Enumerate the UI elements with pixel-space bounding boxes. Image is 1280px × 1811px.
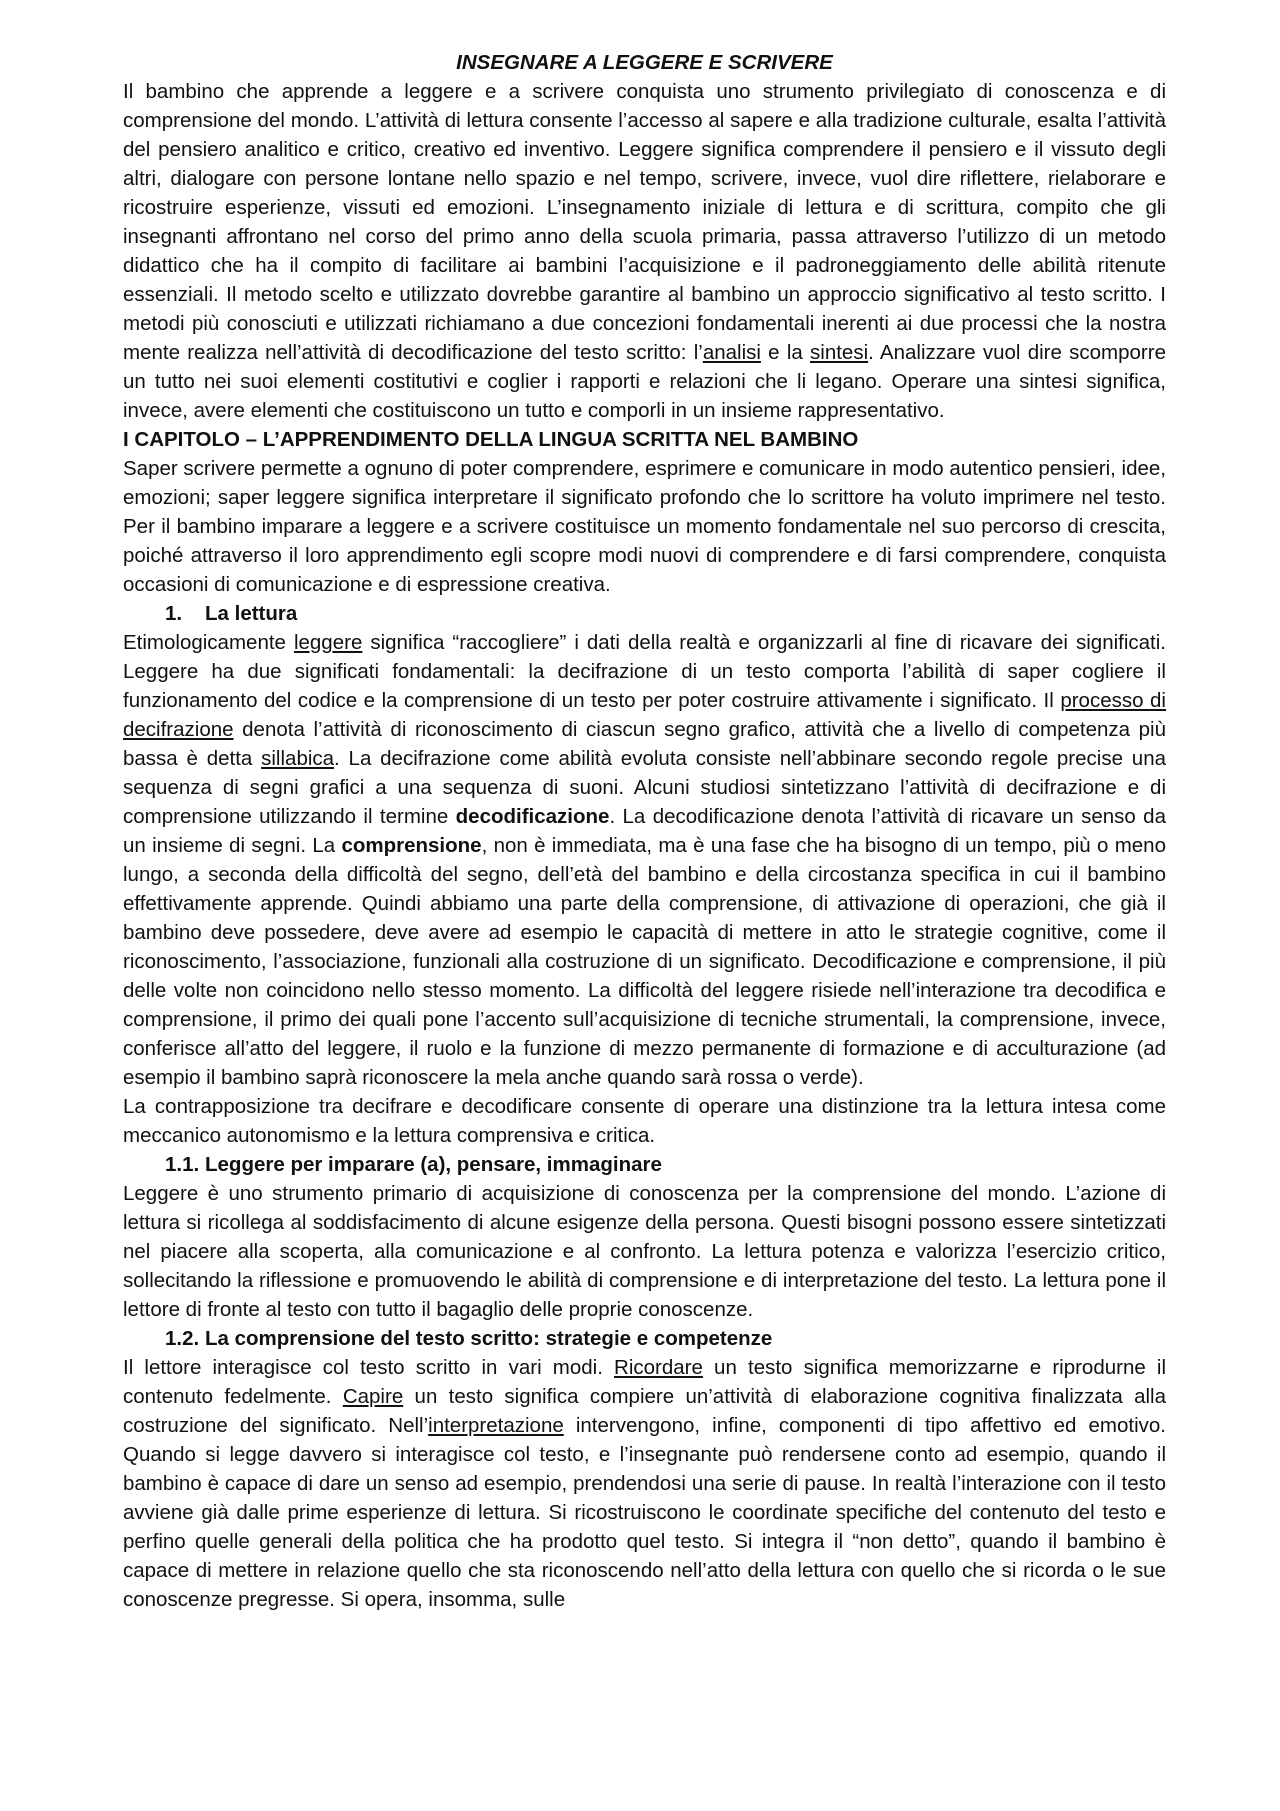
text-run: Il bambino che apprende a leggere e a scrivere conquista uno strumento privilegiato di conoscenza e di comprensione del mondo. L’attività di lettura consente l’accesso al sapere e alla tradizione culturale, esalta l’attività del pensiero analitico e critico, creativo ed inventivo. Leggere significa comprendere il pensiero e il vissuto degli altri, dialogare con persone lontane nello spazio e nel tempo, scrivere, invece, vuol dire riflettere, rielaborare e ricostruire esperienze, vissuti ed emozioni. L’insegnamento iniziale di lettura e di scrittura, compito che gli insegnanti affrontano nel corso del primo anno della scuola primaria, passa attraverso l’utilizzo di un metodo didattico che ha il compito di facilitare ai bambini l’acquisizione e il padroneggiamento delle abilità ritenute essenziali. Il metodo scelto e utilizzato dovrebbe garantire al bambino un approccio significativo al testo scritto. I metodi più conosciuti e utilizzati richiamano a due concezioni fondamentali inerenti ai due processi che la nostra mente realizza nell’attività di decodificazione del testo scritto: l’	[123, 80, 1166, 364]
section-number: 1.	[165, 602, 183, 625]
section-1-paragraph-2: La contrapposizione tra decifrare e decodificare consente di operare una distinzione tra la lettura intesa come meccanico autonomismo e la lettura comprensiva e critica.	[123, 1095, 1166, 1147]
underlined-term-sintesi: sintesi	[810, 341, 869, 364]
text-run: . La decodificazione denota l’attività di ricavare un senso da un insieme di segni. La	[123, 805, 1166, 857]
section-label: Leggere per imparare (a), pensare, immaginare	[205, 1153, 662, 1176]
section-heading-1-2	[123, 1324, 1166, 1353]
text-run: Il lettore interagisce col testo scritto in vari modi.	[123, 1356, 615, 1379]
underlined-term-sillabica: sillabica	[261, 747, 335, 770]
section-heading-1-1	[123, 1150, 1166, 1179]
section-label: La comprensione del testo scritto: strategie e competenze	[205, 1327, 773, 1350]
text-run: e la	[760, 341, 811, 364]
chapter-paragraph: Saper scrivere permette a ognuno di poter comprendere, esprimere e comunicare in modo autentico pensieri, idee, emozioni; saper leggere significa interpretare il significato profondo che lo scrittore ha voluto imprimere nel testo. Per il bambino imparare a leggere e a scrivere costituisce un momento fondamentale nel suo percorso di crescita, poiché attraverso il loro apprendimento egli scopre modi nuovi di comprendere e di farsi comprendere, conquista occasioni di comunicazione e di espressione creativa.	[123, 457, 1166, 596]
section-label: La lettura	[205, 602, 298, 625]
underlined-term-interpretazione: interpretazione	[428, 1414, 564, 1437]
text-run: un testo significa compiere un’attività di elaborazione cognitiva finalizzata alla costruzione del significato. Nell’	[123, 1385, 1166, 1437]
section-heading-1	[123, 599, 1166, 628]
underlined-term-capire: Capire	[342, 1385, 404, 1408]
section-1-2-paragraph	[123, 1353, 1166, 1614]
underlined-term-leggere: leggere	[293, 631, 363, 654]
text-run: , non è immediata, ma è una fase che ha bisogno di un tempo, più o meno lungo, a seconda della difficoltà del segno, dell’età del bambino e della circostanza specifica in cui il bambino effettivamente apprende. Quindi abbiamo una parte della comprensione, di attivazione di operazioni, che già il bambino deve possedere, deve avere ad esempio le capacità di mettere in atto le strategie cognitive, come il riconoscimento, l’associazione, funzionali alla costruzione di un significato. Decodificazione e comprensione, il più delle volte non coincidono nello stesso momento. La difficoltà del leggere risiede nell’interazione tra decodifica e comprensione, il primo dei quali pone l’accento sull’acquisizione di tecniche strumentali, la comprensione, invece, conferisce all’atto del leggere, il ruolo e la funzione di mezzo permanente di formazione e di acculturazione (ad esempio il bambino saprà riconoscere la mela anche quando sarà rossa o verde).	[123, 834, 1166, 1089]
document-title: INSEGNARE A LEGGERE E SCRIVERE	[456, 51, 833, 74]
text-run: . Analizzare vuol dire scomporre un tutto nei suoi elementi costitutivi e coglier i rapporti e relazioni che li legano. Operare una sintesi significa, invece, avere elementi che costituiscono un tutto e comporli in un insieme rappresentativo.	[123, 341, 1166, 422]
text-run: . La decifrazione come abilità evoluta consiste nell’abbinare secondo regole precise una sequenza di segni grafici a una sequenza di suoni. Alcuni studiosi sintetizzano l’attività di decifrazione e di comprensione utilizzando il termine	[123, 747, 1166, 828]
underlined-term-analisi: analisi	[702, 341, 761, 364]
section-1-paragraph	[123, 628, 1166, 1092]
text-run: significa “raccogliere” i dati della realtà e organizzarli al fine di ricavare dei significati. Leggere ha due significati fondamentali: la decifrazione di un testo comporta l’abilità di saper cogliere il funzionamento del codice e la comprensione di un testo per poter costruire attivamente i significato. Il	[123, 631, 1166, 712]
section-number: 1.2.	[165, 1327, 200, 1350]
text-run: Etimologicamente	[123, 631, 294, 654]
underlined-term-ricordare: Ricordare	[614, 1356, 703, 1379]
text-run: intervengono, infine, componenti di tipo affettivo ed emotivo. Quando si legge davvero si interagisce col testo, e l’insegnante può rendersene conto ad esempio, quando il bambino è capace di dare un senso ad esempio, prendendosi una serie di pause. In realtà l’interazione con il testo avviene già dalle prime esperienze di lettura. Si ricostruiscono le coordinate specifiche del contenuto del testo e perfino quelle generali della politica che ha prodotto quel testo. Si integra il “non detto”, quando il bambino è capace di mettere in relazione quello che sta riconoscendo nell’atto della lettura con quello che si ricorda o le sue conoscenze pregresse. Si opera, insomma, sulle	[123, 1414, 1166, 1611]
bold-term-decodificazione: decodificazione	[455, 805, 610, 828]
intro-paragraph	[123, 77, 1166, 425]
chapter-heading: I CAPITOLO – L’APPRENDIMENTO DELLA LINGUA SCRITTA NEL BAMBINO	[123, 428, 859, 451]
section-1-1-paragraph: Leggere è uno strumento primario di acquisizione di conoscenza per la comprensione del mondo. L’azione di lettura si ricollega al soddisfacimento di alcune esigenze della persona. Questi bisogni possono essere sintetizzati nel piacere alla scoperta, alla comunicazione e al confronto. La lettura potenza e valorizza l’esercizio critico, sollecitando la riflessione e promuovendo le abilità di comprensione e di interpretazione del testo. La lettura pone il lettore di fronte al testo con tutto il bagaglio delle proprie conoscenze.	[123, 1182, 1166, 1321]
bold-term-comprensione: comprensione	[341, 834, 482, 857]
section-number: 1.1.	[165, 1153, 200, 1176]
underlined-term-processo: processo di decifrazione	[123, 689, 1166, 741]
text-run: denota l’attività di riconoscimento di ciascun segno grafico, attività che a livello di competenza più bassa è detta	[123, 718, 1166, 770]
text-run: un testo significa memorizzarne e riprodurne il contenuto fedelmente.	[123, 1356, 1167, 1408]
